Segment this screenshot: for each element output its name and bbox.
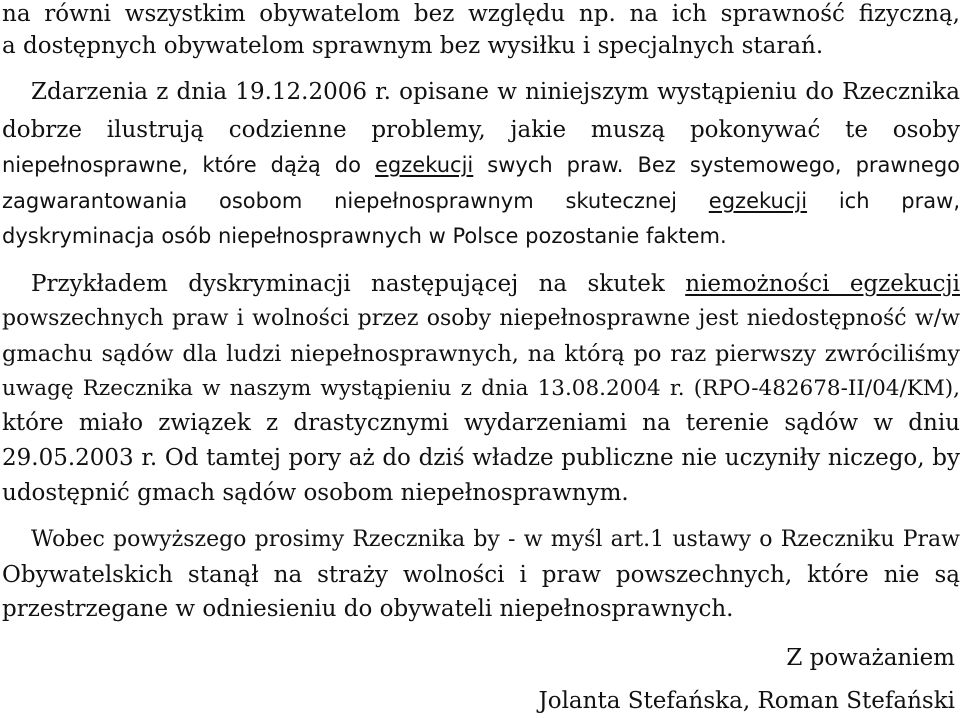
text-segment: swych praw. Bez systemowego, prawnego: [473, 153, 960, 177]
underlined-term: niemożności egzekucji: [685, 271, 960, 297]
text-line: [0, 184, 960, 218]
text-line: powszechnych praw i wolności przez osoby niepełnosprawne jest niedostępność w/w: [2, 306, 960, 331]
text-line: uwagę Rzecznika w naszym wystąpieniu z dnia 13.08.2004 r. (RPO-482678-II/04/KM),: [2, 376, 960, 401]
text-line: przestrzegane w odniesieniu do obywateli niepełnosprawnych.: [2, 596, 734, 622]
underlined-term: egzekucji: [375, 153, 474, 177]
text-line: udostępnić gmach sądów osobom niepełnosprawnym.: [2, 480, 629, 506]
text-line: 29.05.2003 r. Od tamtej pory aż do dziś władze publiczne nie uczyniły niczego, by: [2, 445, 960, 471]
text-line: dobrze ilustrują codzienne problemy, jakie muszą pokonywać te osoby: [2, 117, 960, 143]
text-segment: niepełnosprawne, które dążą do: [2, 153, 375, 177]
closing-salutation: Z poważaniem: [786, 645, 955, 671]
text-line: które miało związek z drastycznymi wydarzeniami na terenie sądów w dniu: [2, 410, 960, 436]
text-line: Zdarzenia z dnia 19.12.2006 r. opisane w niniejszym wystąpieniu do Rzecznika: [31, 79, 960, 105]
text-line: a dostępnych obywatelom sprawnym bez wysiłku i specjalnych starań.: [2, 33, 824, 59]
text-line: dyskryminacja osób niepełnosprawnych w Polsce pozostanie faktem.: [2, 224, 727, 248]
text-line: gmachu sądów dla ludzi niepełnosprawnych, na którą po raz pierwszy zwróciliśmy: [2, 341, 960, 367]
text-segment: Przykładem dyskryminacji następującej na skutek: [31, 271, 686, 297]
text-line: Wobec powyższego prosimy Rzecznika by - w myśl art.1 ustawy o Rzeczniku Praw: [31, 527, 960, 552]
text-segment: zagwarantowania osobom niepełnosprawnym skutecznej: [2, 189, 709, 213]
underlined-term: egzekucji: [708, 189, 808, 213]
text-segment: ich praw,: [807, 189, 960, 213]
text-line: [0, 267, 960, 301]
signatories: Jolanta Stefańska, Roman Stefański: [538, 688, 955, 714]
text-line: na równi wszystkim obywatelom bez względu np. na ich sprawność fizyczną,: [2, 1, 960, 27]
text-line: Obywatelskich stanął na straży wolności i praw powszechnych, które nie są: [2, 562, 960, 588]
text-line: [0, 148, 960, 182]
